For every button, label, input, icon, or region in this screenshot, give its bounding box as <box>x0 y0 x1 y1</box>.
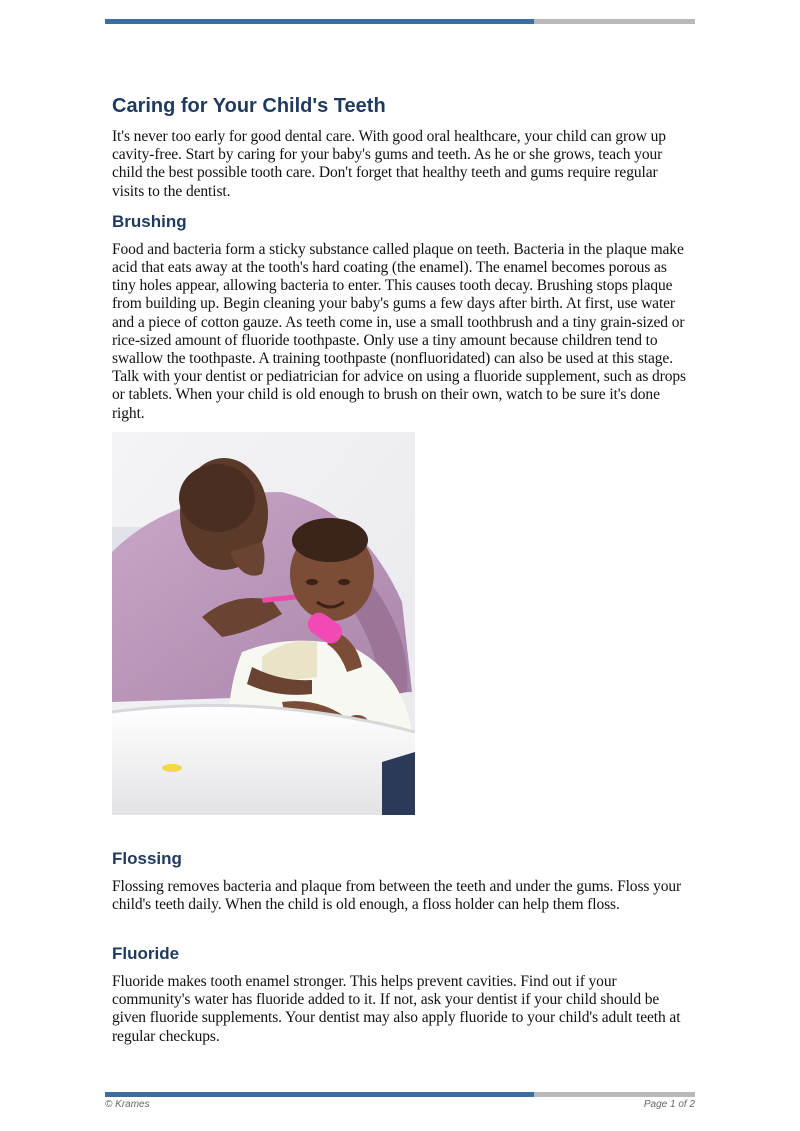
section-body-fluoride: Fluoride makes tooth enamel stronger. This helps prevent cavities. Find out if your community's water has fluoride added to it. If not, ask your dentist if your child should be given fluoride supplements. Your dentist may also apply fluoride to your child's adult teeth at regular checkups. <box>112 973 681 1045</box>
section-body-brushing: Food and bacteria form a sticky substance called plaque on teeth. Bacteria in the plaque make acid that eats away at the tooth's hard coating (the enamel). The enamel becomes porous as tiny holes appear, allowing bacteria to enter. This causes tooth decay. Brushing stops plaque from building up. Begin cleaning your baby's gums a few days after birth. At first, use water and a piece of cotton gauze. As teeth come in, use a small toothbrush and a tiny grain-sized or rice-sized amount of fluoride toothpaste. Only use a tiny amount because children tend to swallow the toothpaste. A training toothpaste (nonfluoridated) can also be used at this stage. Talk with your dentist or pediatrician for advice on using a fluoride supplement, such as drops or tablets. When your child is old enough to brush on their own, watch to be sure it's done right. <box>112 240 686 422</box>
page-title: Caring for Your Child's Teeth <box>112 95 386 117</box>
section-heading-fluoride: Fluoride <box>112 944 180 963</box>
header-rule-blue <box>105 19 534 24</box>
footer-copyright: © Krames <box>105 1099 150 1110</box>
parent-brushing-child-teeth-photo <box>112 432 415 815</box>
section-heading-flossing: Flossing <box>112 849 182 868</box>
section-fluoride <box>112 943 692 1046</box>
section-body-flossing: Flossing removes bacteria and plaque from between the teeth and under the gums. Floss your child's teeth daily. When the child is old enough, a floss holder can help them floss. <box>112 878 682 914</box>
footer-page-number: Page 1 of 2 <box>643 1099 695 1110</box>
section-flossing <box>112 848 692 914</box>
footer-rule-gray <box>534 1092 695 1097</box>
header-rule-gray <box>534 19 695 24</box>
footer-rule-blue <box>105 1092 534 1097</box>
section-heading-brushing: Brushing <box>112 211 187 231</box>
footer-rule <box>105 1092 695 1097</box>
intro-paragraph: It's never too early for good dental care. With good oral healthcare, your child can grow up cavity-free. Start by caring for your baby's gums and teeth. As he or she grows, teach your child the best possible tooth care. Don't forget that healthy teeth and gums require regular visits to the dentist. <box>112 128 666 200</box>
main-content <box>112 93 692 435</box>
header-rule <box>105 19 695 24</box>
